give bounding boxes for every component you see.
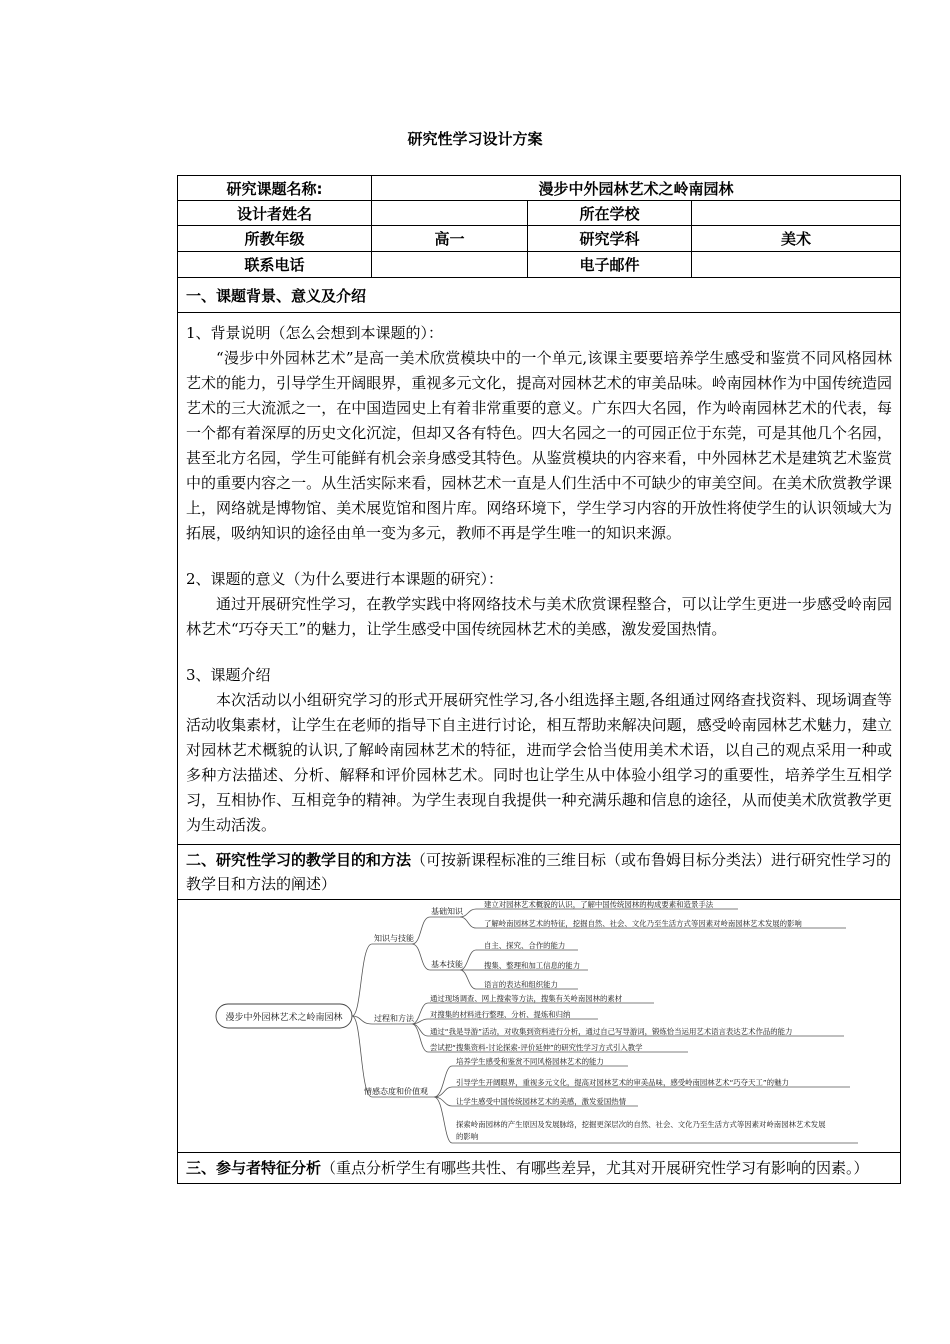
mindmap-leaf: 自主、探究、合作的能力 xyxy=(484,941,566,950)
section2-heading-row xyxy=(178,845,901,900)
mindmap-leaf: 尝试把“搜集资料-讨论探索-评价延伸”的研究性学习方式引入教学 xyxy=(430,1043,643,1052)
phone-value[interactable] xyxy=(372,252,528,278)
topic-value[interactable]: 漫步中外园林艺术之岭南园林 xyxy=(372,176,901,201)
mindmap-leaf: 的影响 xyxy=(456,1132,479,1141)
school-value[interactable] xyxy=(692,201,901,226)
section3-heading-bold: 三、参与者特征分析 xyxy=(186,1159,322,1177)
mindmap-leaf: 探索岭南园林的产生原因及发展脉络，挖掘更深层次的自然、社会、文化乃至生活方式等因素对岭南园林艺术发展 xyxy=(456,1120,826,1129)
grade-row xyxy=(178,226,901,252)
mindmap-leaf: 让学生感受中国传统园林艺术的美感，激发爱国热情 xyxy=(456,1097,626,1106)
grade-value[interactable]: 高一 xyxy=(372,226,528,252)
contact-row xyxy=(178,252,901,278)
mindmap-leaf: 对搜集的材料进行整理、分析、提炼和归纳 xyxy=(430,1010,571,1019)
designer-value[interactable] xyxy=(372,201,528,226)
phone-label: 联系电话 xyxy=(178,252,372,278)
mindmap-leaf: 了解岭南园林艺术的特征，挖掘自然、社会、文化乃至生活方式等因素对岭南园林艺术发展的影响 xyxy=(484,919,802,928)
section2-heading-note: （可按新课程标准的三维目标（或布鲁姆目标分类法）进行研究性学习的教学目和方法的阐述） xyxy=(186,851,892,893)
topic-label: 研究课题名称: xyxy=(178,176,372,201)
mindmap-leaf: 语言的表达和组织能力 xyxy=(484,980,558,989)
introduction-heading: 3、课题介绍 xyxy=(186,666,271,684)
mindmap-sub-basic-knowledge: 基础知识 xyxy=(431,907,463,916)
connector-sub1 xyxy=(412,917,460,944)
mindmap-leaf: 引导学生开阔眼界，重视多元文化，提高对园林艺术的审美品味，感受岭南园林艺术“巧夺天工”的魅力 xyxy=(456,1078,789,1087)
connector-branch1 xyxy=(352,944,412,1016)
document-title: 研究性学习设计方案 xyxy=(407,130,543,148)
school-label: 所在学校 xyxy=(528,201,692,226)
background-heading: 1、背景说明（怎么会想到本课题的）： xyxy=(186,324,444,342)
designer-row xyxy=(178,201,901,226)
email-value[interactable] xyxy=(692,252,901,278)
designer-label: 设计者姓名 xyxy=(178,201,372,226)
section3-heading-note: （重点分析学生有哪些共性、有哪些差异，尤其对开展研究性学习有影响的因素。） xyxy=(321,1159,869,1177)
mindmap-leaf: 通过“我是导游”活动，对收集到资料进行分析，通过自己写导游词，锻炼恰当运用艺术语言表达艺术作品的能力 xyxy=(430,1027,793,1036)
section3-heading xyxy=(178,1153,901,1184)
section1-body xyxy=(178,313,901,845)
section1-heading-row xyxy=(178,278,901,313)
subject-label: 研究学科 xyxy=(528,226,692,252)
background-text: “漫步中外园林艺术”是高一美术欣赏模块中的一个单元,该课主要要培养学生感受和鉴赏不同风格园林艺术的能力，引导学生开阔眼界，重视多元文化，提高对园林艺术的审美品味。岭南园林作为中国传统造园艺术的三大流派之一，在中国造园史上有着非常重要的意义。广东四大名园，作为岭南园林艺术的代表，每一个都有着深厚的历史文化沉淀，但却又各有特色。四大名园之一的可园正位于东莞，可是其他几个名园，甚至北方名园，学生可能鲜有机会亲身感受其特色。从鉴赏模块的内容来看，中外园林艺术是建筑艺术鉴赏中的重要内容之一。从生活实际来看，园林艺术一直是人们生活中不可缺少的审美空间。在美术欣赏教学课上，网络就是博物馆、美术展览馆和图片库。网络环境下，学生学习内容的开放性将使学生的认识领域大为拓展，吸纳知识的途径由单一变为多元，教师不再是学生唯一的知识来源。 xyxy=(186,349,893,542)
mindmap-root-label: 漫步中外园林艺术之岭南园林 xyxy=(225,1013,343,1023)
section1-body-row xyxy=(178,313,901,845)
email-label: 电子邮件 xyxy=(528,252,692,278)
mindmap-leaf: 通过现场调查、网上搜索等方法，搜集有关岭南园林的素材 xyxy=(430,994,623,1003)
mindmap-branch-knowledge: 知识与技能 xyxy=(374,934,414,943)
grade-label: 所教年级 xyxy=(178,226,372,252)
significance-heading: 2、课题的意义（为什么要进行本课题的研究）： xyxy=(186,570,504,588)
mindmap-branch-attitude: 情感态度和价值观 xyxy=(364,1087,428,1096)
mindmap-cell xyxy=(178,900,901,1153)
section3-heading-row xyxy=(178,1153,901,1184)
mindmap-sub-basic-skills: 基本技能 xyxy=(431,960,463,969)
mindmap-row xyxy=(178,900,901,1153)
objectives-mindmap xyxy=(178,900,899,1150)
mindmap-leaf: 培养学生感受和鉴赏不同风格园林艺术的能力 xyxy=(456,1057,604,1066)
connector-branch3 xyxy=(352,1016,434,1097)
significance-text: 通过开展研究性学习，在教学实践中将网络技术与美术欣赏课程整合，可以让学生更进一步感受岭南园林艺术“巧夺天工”的魅力，让学生感受中国传统园林艺术的美感，激发爱国热情。 xyxy=(186,595,893,638)
subject-value[interactable]: 美术 xyxy=(692,226,901,252)
mindmap-branch-process: 过程和方法 xyxy=(374,1014,414,1023)
section2-heading-bold: 二、研究性学习的教学目的和方法 xyxy=(186,851,412,869)
mindmap-leaf: 搜集、整理和加工信息的能力 xyxy=(484,961,581,970)
topic-row xyxy=(178,176,901,201)
mindmap-leaf: 建立对园林艺术概貌的认识，了解中国传统园林的构成要素和造景手法 xyxy=(484,900,714,909)
section2-heading xyxy=(178,845,901,900)
introduction-text: 本次活动以小组研究学习的形式开展研究性学习,各小组选择主题,各组通过网络查找资料、现场调查等活动收集素材，让学生在老师的指导下自主进行讨论，相互帮助来解决问题，感受岭南园林艺术魅力，建立对园林艺术概貌的认识,了解岭南园林艺术的特征，进而学会恰当使用美术术语，以自己的观点采用一种或多种方法描述、分析、解释和评价园林艺术。同时也让学生从中体验小组学习的重要性，培养学生互相学习，互相协作、互相竞争的精神。为学生表现自我提供一种充满乐趣和信息的途径，从而使美术欣赏教学更为生动活泼。 xyxy=(186,691,893,834)
section1-heading: 一、课题背景、意义及介绍 xyxy=(178,278,901,313)
design-form-table xyxy=(177,175,901,1184)
